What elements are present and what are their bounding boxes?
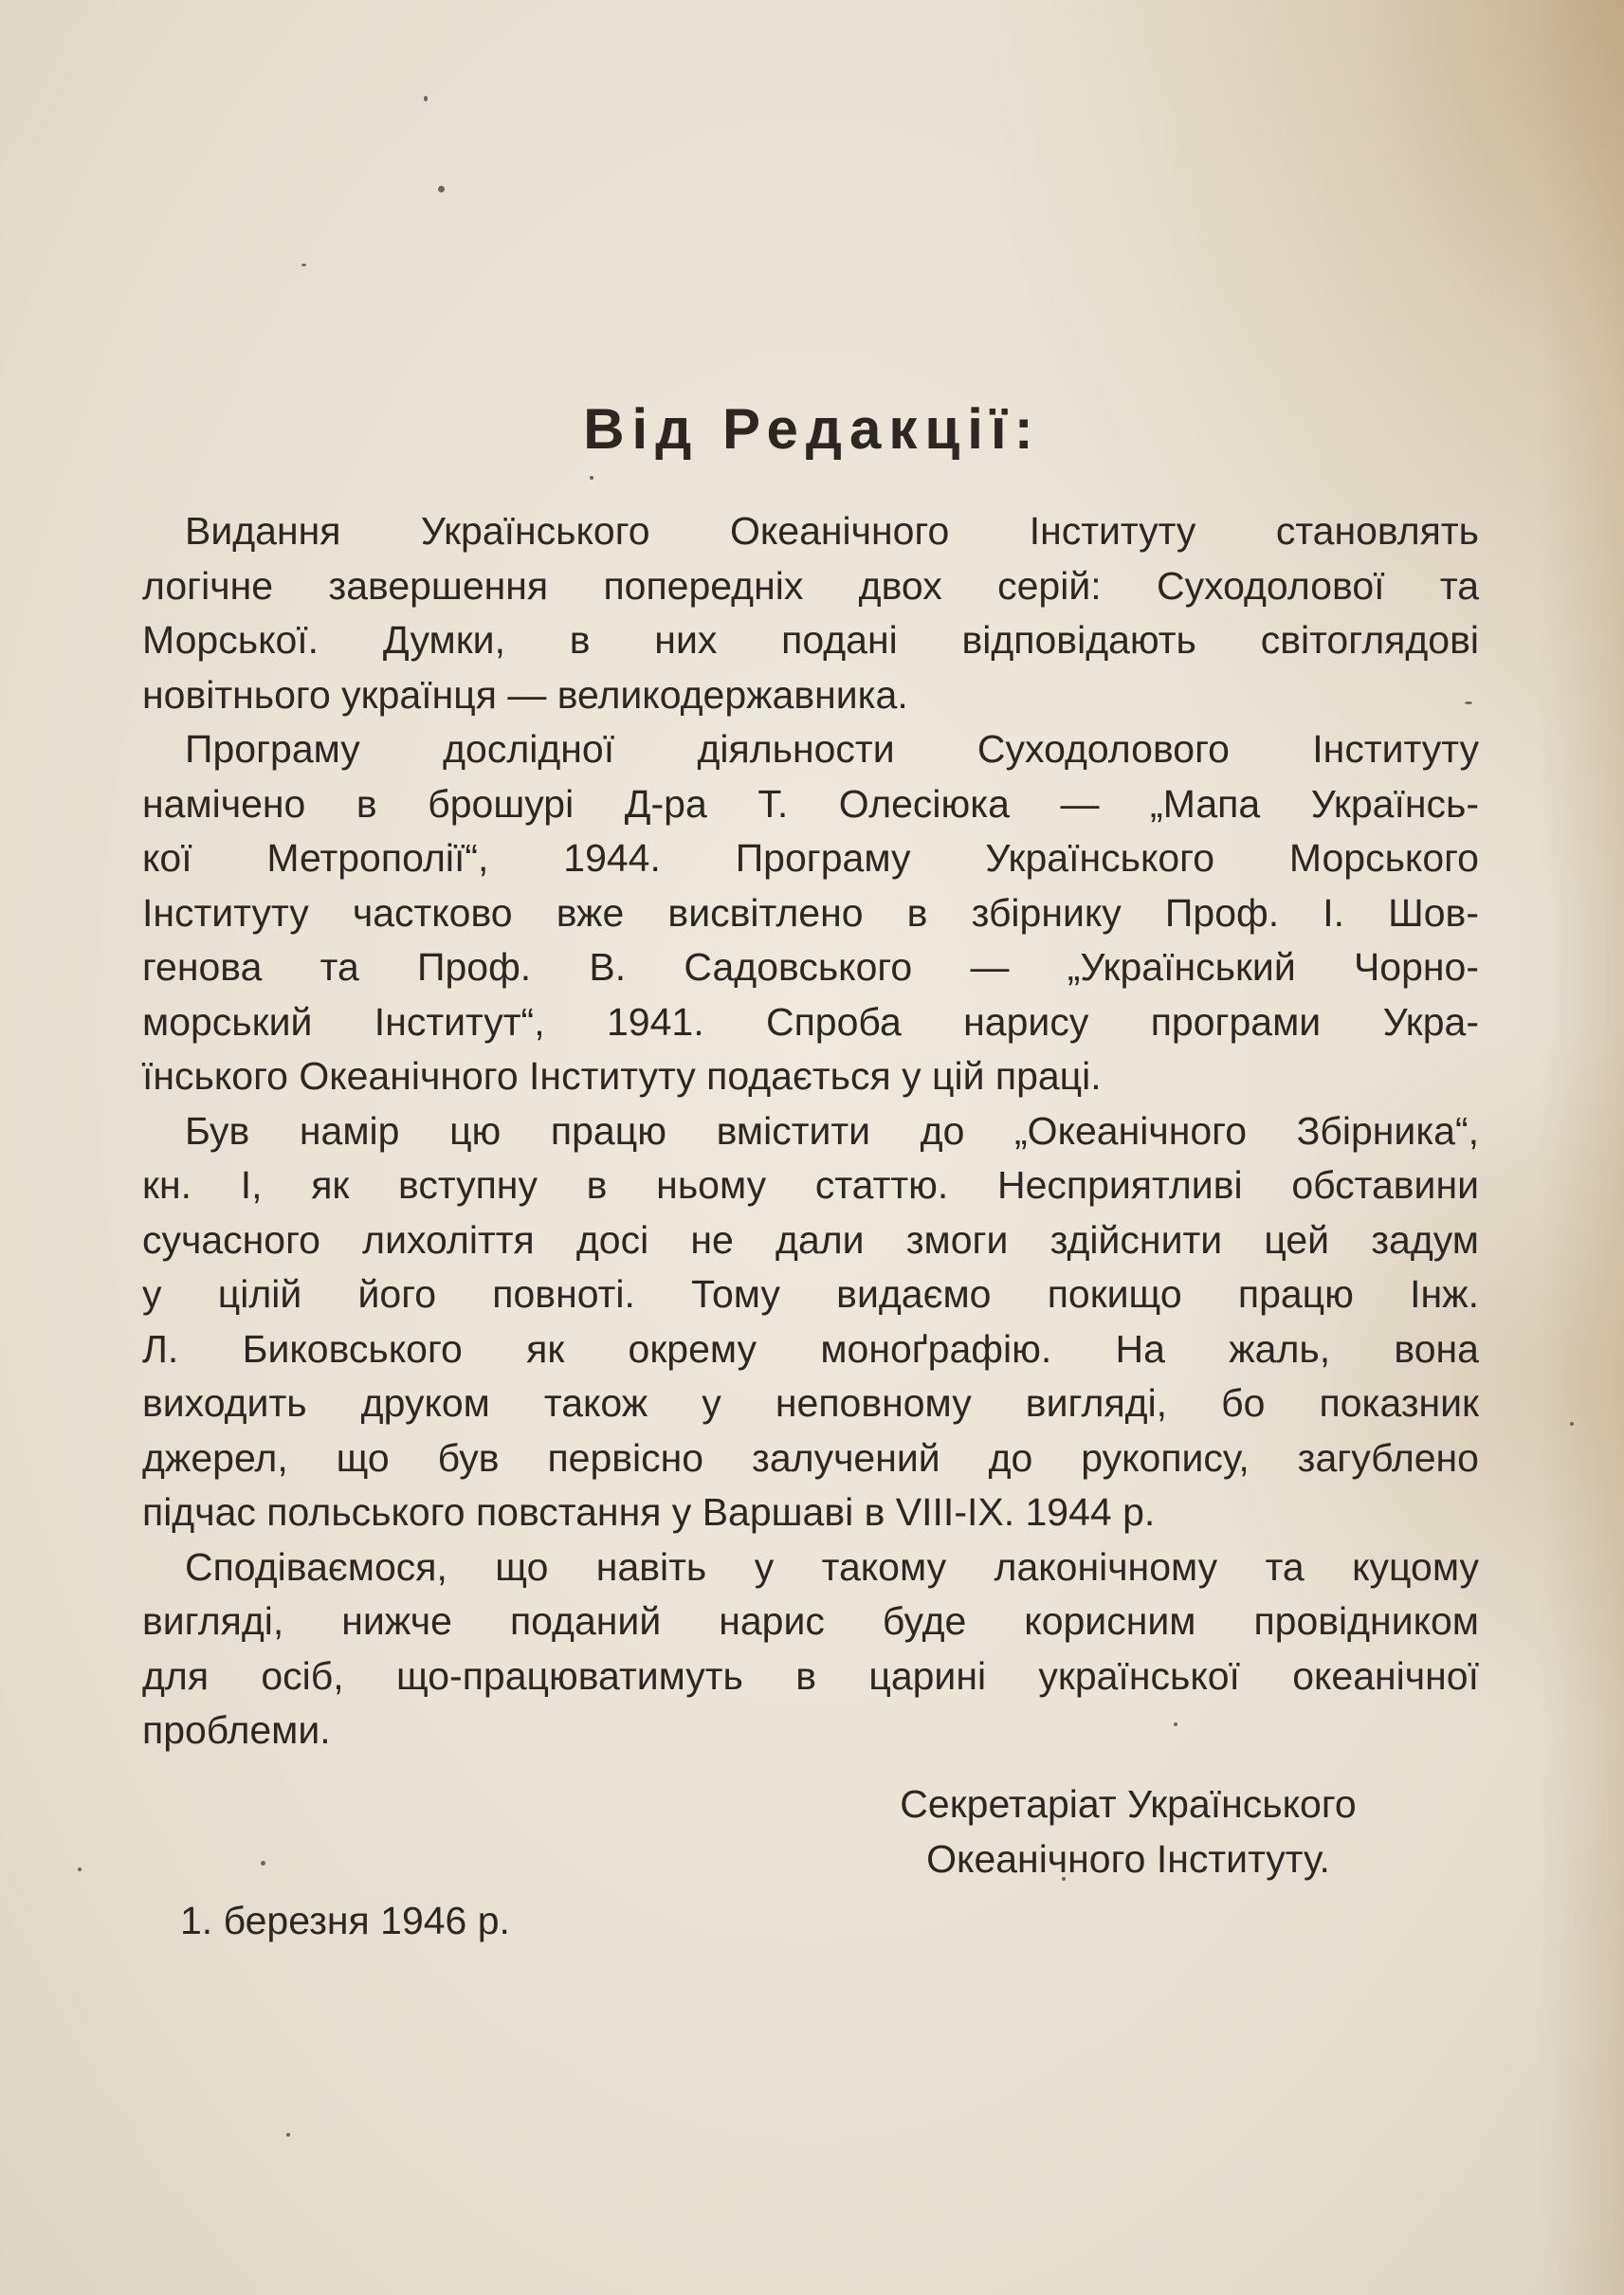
text-line: Програму дослідної діяльности Суходолового Інституту	[185, 727, 1479, 771]
text-line: новітнього українця — великодержавника.	[142, 672, 908, 717]
text-line: підчас польського повстання у Варшаві в VIII-IX. 1944 р.	[142, 1490, 1156, 1534]
text-line: Інституту частково вже висвітлено в збірнику Проф. І. Шов-	[142, 890, 1479, 935]
text-line: кої Метрополії“, 1944. Програму Українського Морського	[142, 836, 1479, 880]
text-line: виходить друком також у неповному вигляді, бо показник	[142, 1381, 1479, 1425]
text-line: проблеми.	[142, 1708, 331, 1752]
text-line: намічено в брошурі Д-ра Т. Олесіюка — „Мапа Українсь-	[142, 781, 1479, 826]
text-line: Сподіваємося, що навіть у такому лаконічному та куцому	[185, 1544, 1479, 1589]
text-line: для осіб, що-працюватимуть в царині української океанічної	[142, 1653, 1479, 1698]
text-line: Морської. Думки, в них подані відповідають світоглядові	[142, 618, 1479, 662]
paragraph-4	[142, 1540, 1479, 1758]
text-line: Видання Українського Океанічного Інституту становлять	[185, 509, 1479, 553]
page-heading: Від Редакції:	[583, 397, 1041, 461]
signature-block	[834, 1777, 1422, 1886]
paragraph-3	[142, 1104, 1479, 1540]
body-text	[142, 504, 1479, 1758]
date-line: 1. березня 1946 р.	[180, 1899, 510, 1942]
signature-line: Секретаріат Українського	[900, 1782, 1357, 1826]
text-line: у цілій його повноті. Тому видаємо покищо працю Інж.	[142, 1272, 1479, 1316]
paragraph-2	[142, 722, 1479, 1104]
text-line: Л. Биковського як окрему моноґрафію. На жаль, вона	[142, 1326, 1479, 1371]
paper-edge-stain	[1539, 0, 1624, 2295]
paragraph-1	[142, 504, 1479, 722]
paper-speck	[1570, 1422, 1574, 1426]
text-line: морський Інститут“, 1941. Спроба нарису програми Укра-	[142, 999, 1479, 1044]
text-line: генова та Проф. В. Садовського — „Український Чорно-	[142, 945, 1479, 989]
text-line: їнського Океанічного Інституту подається у цій праці.	[142, 1054, 1102, 1098]
paper-speck	[590, 476, 593, 480]
text-line: сучасного лихоліття досі не дали змоги здійснити цей задум	[142, 1217, 1479, 1262]
text-line: кн. І, як вступну в ньому статтю. Несприятливі обставини	[142, 1163, 1479, 1207]
paper-speck	[286, 2133, 290, 2137]
paper-speck	[301, 264, 306, 266]
text-line: Був намір цю працю вмістити до „Океанічного Збірника“,	[185, 1108, 1479, 1153]
text-line: вигляді, нижче поданий нарис буде корисним провідником	[142, 1599, 1479, 1643]
paper-speck	[438, 186, 445, 192]
paper-speck	[424, 96, 428, 101]
text-line: логічне завершення попередніх двох серій: Суходолової та	[142, 563, 1479, 608]
paper-speck	[261, 1861, 265, 1866]
text-line: джерел, що був первісно залучений до рукопису, загублено	[142, 1435, 1479, 1480]
signature-line: Океанічного Інституту.	[926, 1836, 1330, 1881]
paper-speck	[78, 1867, 82, 1871]
